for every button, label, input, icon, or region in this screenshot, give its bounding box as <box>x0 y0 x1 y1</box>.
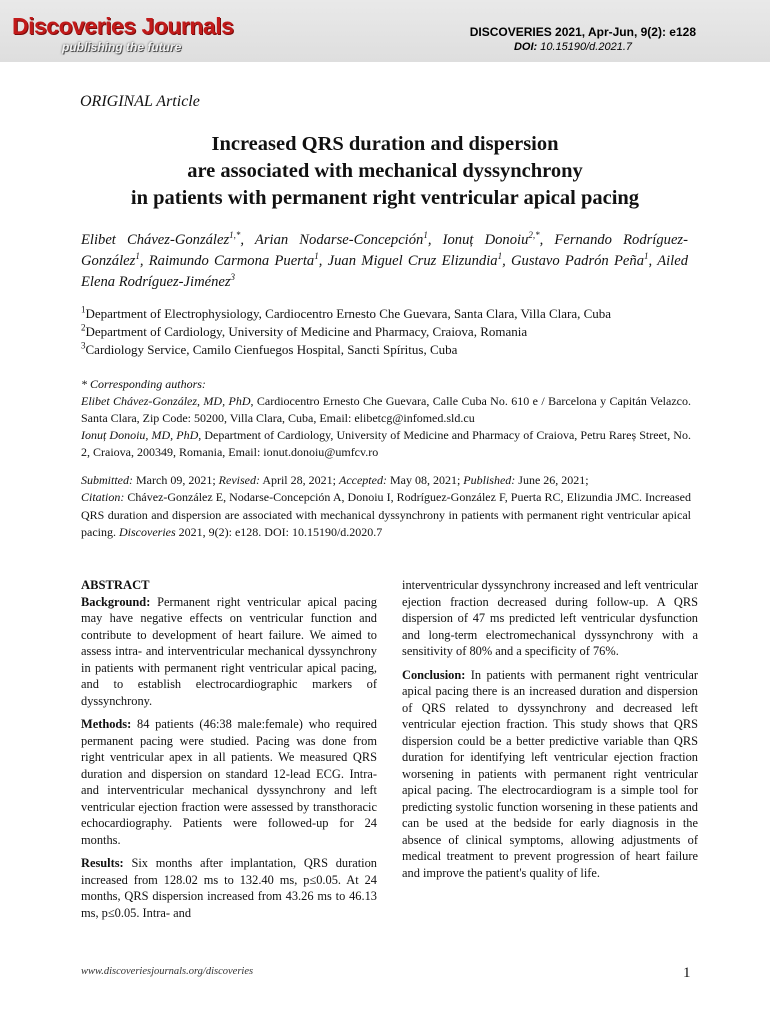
author-affil-mark: 1 <box>497 251 503 262</box>
affiliation <box>81 341 701 359</box>
abstract-column-right <box>402 577 698 881</box>
author-name: Fernando Rodríguez-González <box>81 232 688 269</box>
article-type: ORIGINAL Article <box>80 93 200 110</box>
author-affil-mark: 1 <box>644 251 649 262</box>
citation-journal: Discoveries <box>119 525 176 540</box>
methods-text: 84 patients (46:38 male:female) who required permanent pacing were studied. Pacing was done from right ventricular apex in all patients. We measured QRS duration and dispersion on standard 12-lead ECG. Intra- and interventricular mechanical dyssynchrony and left ventricular ejection fraction were assessed by transthoracic echocardiography. Patients were followed-up for 24 months. <box>81 717 377 847</box>
revised-date: April 28, 2021; <box>262 473 336 487</box>
author-name: Elibet Chávez-González <box>81 232 230 248</box>
author-name: Juan Miguel Cruz Elizundia <box>327 253 498 269</box>
affiliation-number: 1 <box>81 304 86 315</box>
affiliation-number: 3 <box>81 340 86 351</box>
affiliation-text: Cardiology Service, Camilo Cienfuegos Hospital, Sancti Spíritus, Cuba <box>85 342 458 357</box>
affiliation-text: Department of Electrophysiology, Cardiocentro Ernesto Che Guevara, Santa Clara, Villa Clara, Cuba <box>85 306 612 321</box>
footer-url: www.discoveriesjournals.org/discoveries <box>81 966 254 977</box>
title-line: are associated with mechanical dyssynchrony <box>187 160 583 182</box>
revised-label: Revised: <box>218 473 260 487</box>
corresponding-authors <box>81 376 691 461</box>
article-title <box>60 131 710 212</box>
author-name: Gustavo Padrón Peña <box>511 253 644 269</box>
doi-value: 10.15190/d.2021.7 <box>540 41 632 53</box>
accepted-date: May 08, 2021; <box>389 473 461 487</box>
article-history <box>81 472 691 542</box>
journal-banner <box>0 0 770 62</box>
title-line: in patients with permanent right ventricular apical pacing <box>130 187 640 209</box>
conclusion-text: In patients with permanent right ventricular apical pacing there is an increased duration and dispersion of QRS related to dyssynchrony and decreased left ventricular ejection fraction. This study shows that QRS dispersion could be a better predictive variable than QRS duration for identifying left ventricular ejection fraction worsening in patients with permanent right ventricular apical pacing. The electrocardiogram is a simple tool for predicting systolic function worsening in these patients and can be used at the bedside for early diagnosis in the absence of clinical symptoms, allowing adjustments of medical treatment to prevent progression of heart failure and improve the patient's quality of life. <box>402 667 698 880</box>
abstract-results-continued: interventricular dyssynchrony increased and left ventricular ejection fraction decreased during follow-up. A QRS dispersion of 47 ms predicted left ventricular dysfunction and long-term electromechanical dyssynchrony with a sensitivity of 80% and a specificity of 76%. <box>402 578 698 658</box>
doi-label: DOI: <box>513 41 538 53</box>
corresponding-author-details: , Cardiocentro Ernesto Che Guevara, Calle Cuba No. 610 e / Barcelona y Capitán Velazco. Santa Clara, Zip Code: 50200, Villa Clara, Cuba, Email: elibetcg@infomed.sld.cu <box>81 394 691 425</box>
journal-reference: DISCOVERIES 2021, Apr-Jun, 9(2): e128 <box>469 25 696 39</box>
affiliation-number: 2 <box>81 322 86 333</box>
accepted-label: Accepted: <box>338 473 387 487</box>
author-list: Elibet Chávez-González$^{1,*}$, Arian Nodarse-Concepción$^1$, Ionuț Donoiu$^{2,*}$, Fernando Rodríguez-González$^1$, Raimundo Carmona Puerta$^1$, Juan Miguel Cruz Elizundia$^1$, Gustavo Padrón Peña$^1$, Ailed Elena Rodríguez-Jiménez$^3$ <box>81 230 688 290</box>
corresponding-author-details: , Department of Cardiology, University of Medicine and Pharmacy of Craiova, Petru Rareș Street, No. 2, Craiova, 200349, Romania, Email: ionut.donoiu@umfcv.ro <box>81 428 691 459</box>
published-label: Published: <box>463 473 516 487</box>
affiliation <box>81 323 701 341</box>
affiliation <box>81 305 701 323</box>
background-text: Permanent right ventricular apical pacing may have negative effects on ventricular function and contribute to development of heart failure. We aimed to assess intra- and interventricular mechanical dyssynchrony in patients with permanent right ventricular apical pacing, and to establish electrocardiographic markers of dyssynchrony. <box>81 594 377 708</box>
published-date: June 26, 2021; <box>518 473 589 487</box>
author-name: Ailed Elena Rodríguez-Jiménez <box>81 253 688 290</box>
methods-label: Methods: <box>81 717 132 731</box>
page-number: 1 <box>683 965 691 981</box>
doi-line <box>514 41 632 53</box>
background-label: Background: <box>81 594 151 609</box>
results-label: Results: <box>81 856 124 870</box>
citation-label: Citation: <box>81 490 125 505</box>
abstract-conclusion <box>402 667 698 882</box>
author-name: Ionuț Donoiu <box>442 232 529 248</box>
abstract-methods <box>81 716 377 848</box>
title-line: Increased QRS duration and dispersion <box>211 133 559 155</box>
conclusion-label: Conclusion: <box>402 667 466 682</box>
abstract-background <box>81 594 377 710</box>
author-affil-mark: 1 <box>135 251 140 262</box>
submitted-date: March 09, 2021; <box>136 473 216 487</box>
author-affil-mark: 1,* <box>229 230 241 241</box>
journal-logo: Discoveries Journals <box>12 13 234 39</box>
corresponding-label: * Corresponding authors: <box>81 377 206 391</box>
citation-text: Chávez-González E, Nodarse-Concepción A, Donoiu I, Rodríguez-González F, Puerta RC, Elizundia JMC. Increased QRS duration and dispersion are associated with mechanical dyssynchrony in patients with permanent right ventricular apical pacing. <box>81 490 691 540</box>
results-text: Six months after implantation, QRS duration increased from 128.02 ms to 132.40 ms, p≤0.05. At 24 months, QRS dispersion increased from 43.26 ms to 46.13 ms, p≤0.05. Intra- and <box>81 856 377 920</box>
affiliation-text: Department of Cardiology, University of Medicine and Pharmacy, Craiova, Romania <box>85 324 528 339</box>
author-affil-mark: 2,* <box>528 230 540 241</box>
submitted-label: Submitted: <box>81 473 133 487</box>
abstract-heading: ABSTRACT <box>81 578 150 592</box>
abstract-results <box>81 855 377 921</box>
citation <box>81 489 691 541</box>
author-name: Arian Nodarse-Concepción <box>254 232 424 248</box>
corresponding-author-name: Elibet Chávez-González, MD, PhD <box>81 394 251 408</box>
author-affil-mark: 1 <box>314 251 319 262</box>
author-name: Raimundo Carmona Puerta <box>148 253 315 269</box>
author-affil-mark: 3 <box>230 272 236 283</box>
journal-tagline: publishing the future <box>62 40 182 54</box>
author-affil-mark: 1 <box>423 230 428 241</box>
abstract-column-left <box>81 577 377 921</box>
citation-doi: 2021, 9(2): e128. DOI: 10.15190/d.2020.7 <box>178 525 383 540</box>
corresponding-author-name: Ionuț Donoiu, MD, PhD <box>81 428 199 442</box>
